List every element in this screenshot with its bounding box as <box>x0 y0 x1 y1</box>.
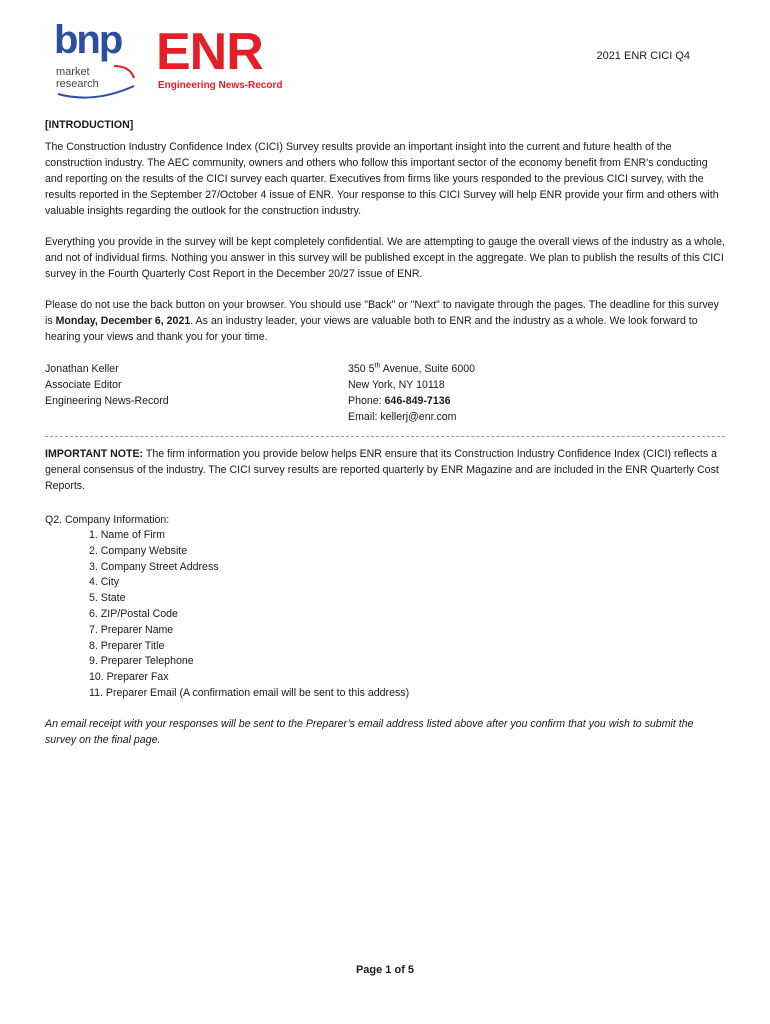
section-divider <box>45 436 725 437</box>
contact-address-block <box>348 361 475 425</box>
list-item: 5. State <box>89 592 126 605</box>
important-note-label: IMPORTANT NOTE: <box>45 448 144 460</box>
list-item: 6. ZIP/Postal Code <box>89 607 178 620</box>
bnp-logo-word: bnp <box>54 18 122 62</box>
list-item: 8. Preparer Title <box>89 639 165 652</box>
list-item: 9. Preparer Telephone <box>89 655 194 668</box>
deadline-date: Monday, December 6, 2021 <box>55 315 191 327</box>
contact-phone <box>348 393 475 409</box>
contact-organization: Engineering News-Record <box>45 395 169 407</box>
bnp-market-research-logo <box>54 18 140 102</box>
contact-city: New York, NY 10118 <box>348 379 445 391</box>
address-ordinal: th <box>374 362 381 370</box>
intro-paragraph-2: Everything you provide in the survey will be kept completely confidential. We are attempting to gauge the overall views of the industry as a whole, and not of individual firms. Nothing you answer in this survey will be published except in the aggregate. We plan to publish the results of this CICI survey in the Fourth Quarterly Cost Report in the December 20/27 issue of ENR. <box>45 236 725 280</box>
intro-paragraph-3-end: . As an industry leader, your views are valuable both to ENR and the industry as a whole. We look forward to hearing your views and thank you for your time. <box>45 315 698 343</box>
list-item: 7. Preparer Name <box>89 623 174 636</box>
survey-code: 2021 ENR CICI Q4 <box>596 50 690 62</box>
list-item: 3. Company Street Address <box>89 560 219 573</box>
address-rest: Avenue, Suite 6000 <box>380 363 475 375</box>
email-receipt-note: An email receipt with your responses will be sent to the Preparer’s email address listed above after you confirm that you wish to submit the survey on the final page. <box>45 718 694 746</box>
phone-number: 646-849-7136 <box>384 395 451 407</box>
list-item: 11. Preparer Email (A confirmation email will be sent to this address) <box>89 686 410 699</box>
important-note <box>45 446 725 494</box>
enr-logo <box>156 23 286 94</box>
page-number: Page 1 of 5 <box>355 964 415 976</box>
contact-person-block <box>45 361 169 409</box>
intro-paragraph-3 <box>45 297 725 345</box>
intro-paragraph-1: The Construction Industry Confidence Index (CICI) Survey results provide an important insight into the current and future health of the construction industry. The AEC community, owners and others who follow this important sector of the economy benefit from ENR's conducting and reporting on the results of the CICI survey each quarter. Executives from firms like yours responded to the previous CICI survey, with the results reported in the September 27/October 4 issue of ENR. Your response to this CICI Survey will help ENR provide your firm and others with valuable insights regarding the outlook for the construction industry. <box>45 141 719 217</box>
list-item: 1. Name of Firm <box>89 529 165 541</box>
bnp-logo-line1: market <box>56 66 90 78</box>
contact-street-address <box>348 361 475 377</box>
list-item: 4. City <box>89 576 120 589</box>
q2-heading: Q2. Company Information: <box>45 514 170 526</box>
contact-name: Jonathan Keller <box>45 363 119 375</box>
address-number: 350 5 <box>348 363 375 375</box>
contact-email: Email: kellerj@enr.com <box>348 411 457 423</box>
phone-label: Phone: <box>348 395 385 407</box>
list-item: 10. Preparer Fax <box>89 671 169 684</box>
bnp-logo-line2: research <box>56 78 99 90</box>
list-item: 2. Company Website <box>89 544 188 557</box>
intro-heading: [INTRODUCTION] <box>45 119 134 131</box>
contact-title: Associate Editor <box>45 379 122 391</box>
intro-paragraph-3-start: Please do not use the back button on your browser. You should use "Back" or "Next" to navigate through the pages. The deadline for this survey is <box>45 299 719 327</box>
q2-item-list <box>89 528 409 702</box>
enr-logo-tagline: Engineering News-Record <box>158 80 283 91</box>
important-note-text: The firm information you provide below helps ENR ensure that its Construction Industry Confidence Index (CICI) reflects a general consensus of the industry. The CICI survey results are reported quarterly by ENR Magazine and are included in the ENR Quarterly Cost Reports. <box>45 448 719 492</box>
enr-logo-word: ENR <box>156 23 263 81</box>
